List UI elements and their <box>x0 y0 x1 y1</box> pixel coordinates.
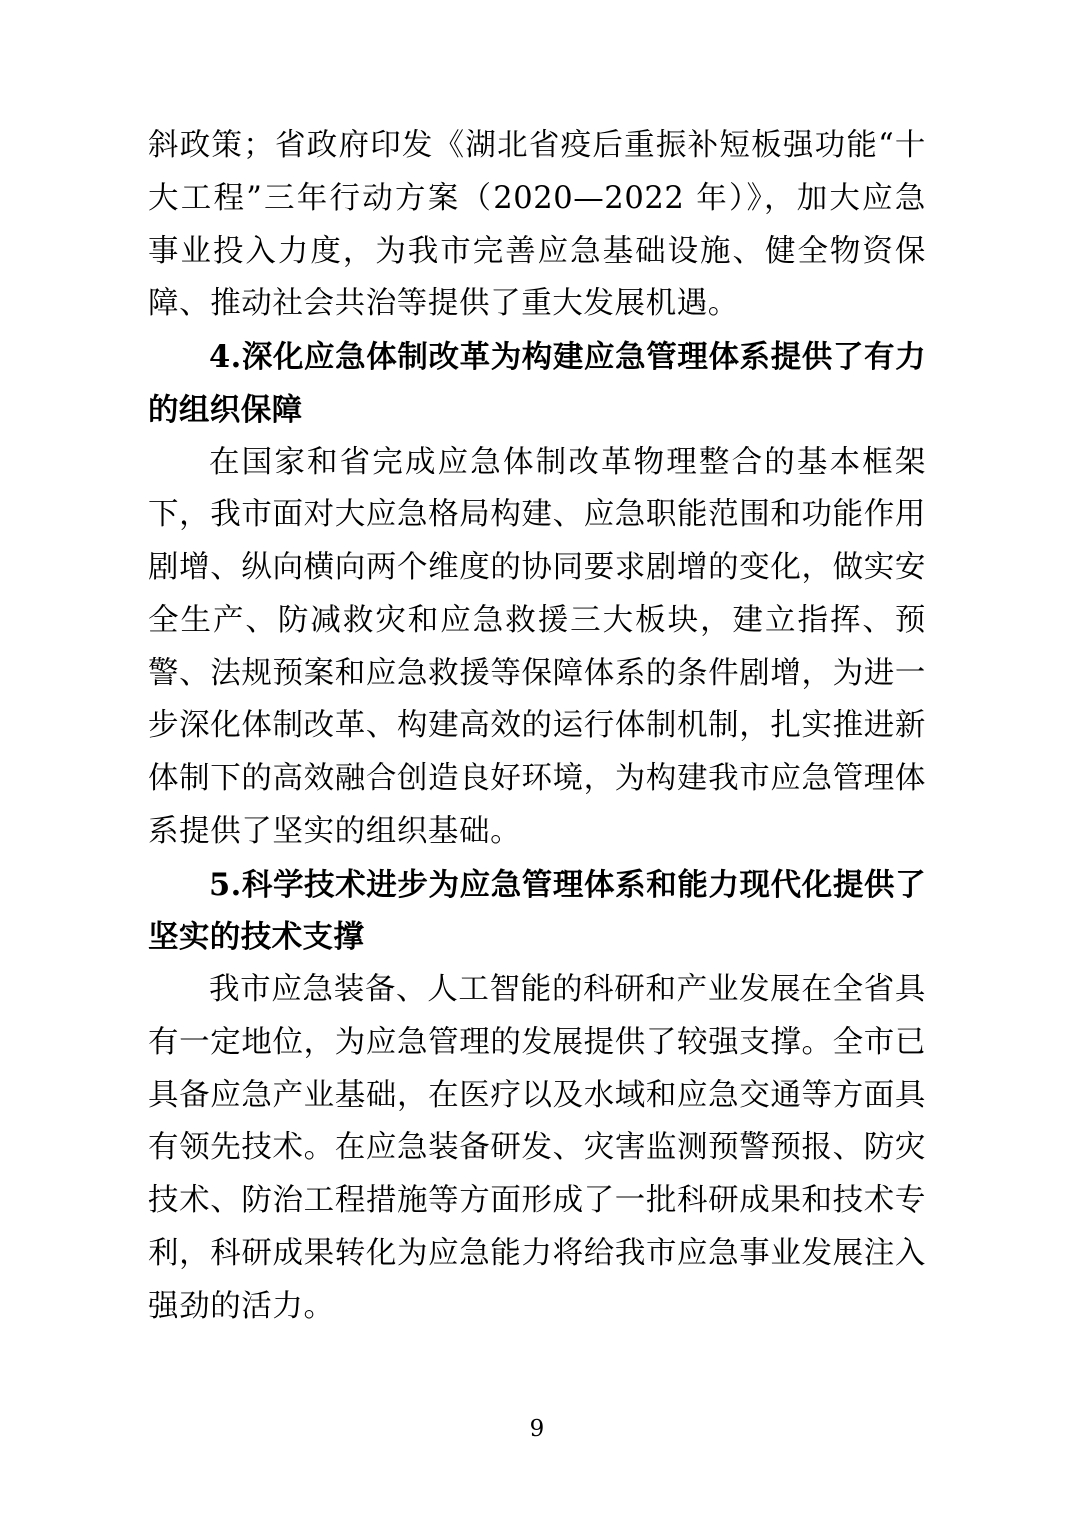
page-number: 9 <box>529 1416 545 1442</box>
heading-line: 实的技术支撑 <box>178 919 365 956</box>
text-line: 会共治等提供了重大发展机遇。 <box>303 286 739 322</box>
paragraph-continued-1 <box>148 120 926 331</box>
text-line: 我市面对大应急格局构建、应急职能范围和功能作用剧增、 <box>148 497 926 585</box>
text-line: 革、构建高效的运行体制机制，扎实推进新体制下的高效融 <box>148 708 926 796</box>
text-line: 入力度，为我市完善应急基础设施、健全物资保障、推动社 <box>148 233 926 322</box>
text-line: 斜政策；省政府印发《湖北省疫后重振补短板强功能“十大 <box>148 128 926 216</box>
text-line: 在国家和省完成应急体制改革物理整合的基本框架下， <box>148 444 926 533</box>
text-line: 和应急救援等保障体系的条件剧增，为进一步深化体制改 <box>148 655 926 744</box>
text-line: 工程”三年行动方案（2020—2022 年）》，加大应急事业投 <box>148 180 927 269</box>
text-line: 合创造良好环境，为构建我市应急管理体系提供了坚实的组 <box>148 761 926 849</box>
text-line: 一定地位，为应急管理的发展提供了较强支撑。全市已具备 <box>148 1024 926 1113</box>
text-line: 果转化为应急能力将给我市应急事业发展注入强劲的活力。 <box>148 1235 927 1324</box>
text-line: 纵向横向两个维度的协同要求剧增的变化，做实安全生产、 <box>148 550 926 638</box>
section-heading-5 <box>148 859 926 965</box>
heading-line: 4.深化应急体制改革为构建应急管理体系提供了有力的 <box>148 339 926 428</box>
document-body <box>148 120 926 1333</box>
text-line: 应急产业基础，在医疗以及水域和应急交通等方面具有领先 <box>148 1077 926 1166</box>
paragraph-2 <box>148 437 926 859</box>
heading-line: 5.科学技术进步为应急管理体系和能力现代化提供了坚 <box>148 866 926 956</box>
text-line: 技术。在应急装备研发、灾害监测预警预报、防灾技术、防 <box>148 1130 926 1218</box>
text-line: 治工程措施等方面形成了一批科研成果和技术专利，科研成 <box>148 1183 926 1271</box>
section-heading-4 <box>148 331 926 437</box>
text-line: 织基础。 <box>396 813 522 849</box>
text-line: 我市应急装备、人工智能的科研和产业发展在全省具有 <box>148 972 926 1060</box>
paragraph-3 <box>148 964 926 1333</box>
heading-line: 组织保障 <box>178 391 303 428</box>
text-line: 防减救灾和应急救援三大板块，建立指挥、预警、法规预案 <box>148 602 927 691</box>
